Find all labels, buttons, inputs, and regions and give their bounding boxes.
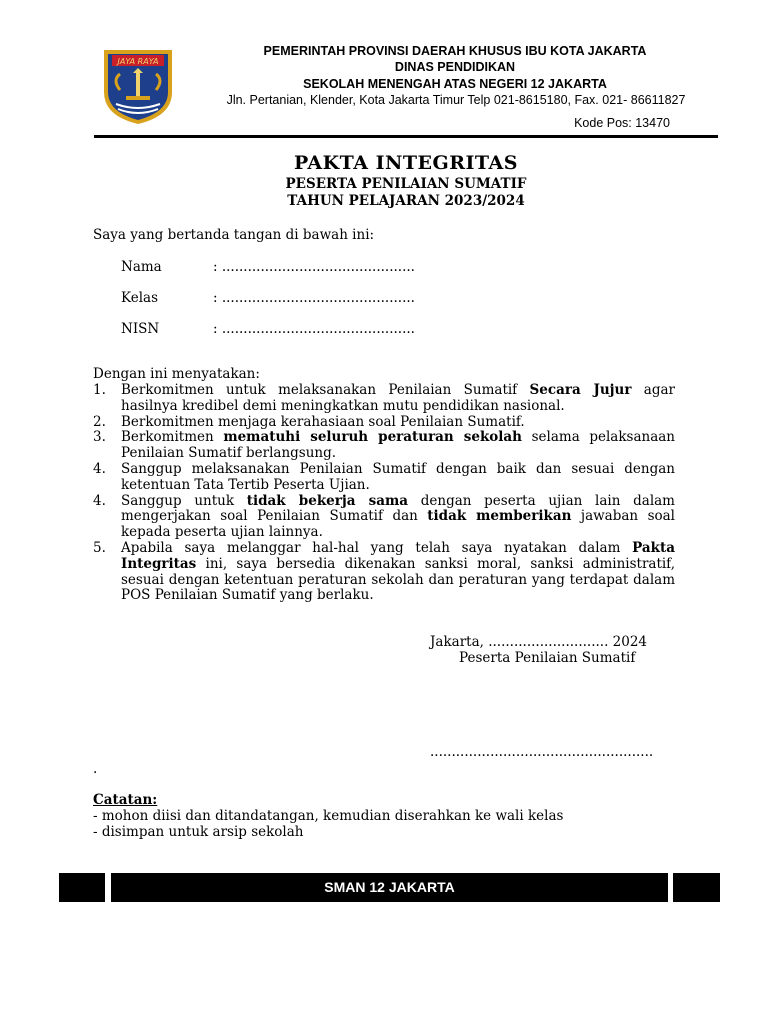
- item-text: Sanggup melaksanakan Penilaian Sumatif dengan baik dan sesuai dengan ketentuan Tata Tertib Peserta Ujian.: [121, 460, 675, 493]
- item-emphasis: Secara Jujur: [529, 382, 632, 398]
- list-item: [93, 430, 675, 462]
- footer-bar-left: [59, 873, 105, 902]
- item-text: Sanggup untuk: [121, 492, 247, 509]
- signature-role: Peserta Penilaian Sumatif: [459, 650, 636, 666]
- list-item: [93, 494, 675, 541]
- declaration-intro: Dengan ini menyatakan:: [93, 366, 260, 382]
- list-item: [93, 383, 675, 415]
- item-emphasis: Pakta Integritas: [121, 539, 675, 572]
- field-label-kelas: Kelas: [121, 290, 159, 306]
- gov-name: PEMERINTAH PROVINSI DAERAH KHUSUS IBU KOTA JAKARTA: [263, 44, 647, 58]
- signature-line[interactable]: ....................................................: [430, 744, 654, 760]
- document-subtitle: PESERTA PENILAIAN SUMATIF: [285, 176, 527, 192]
- school-address: Jln. Pertanian, Klender, Kota Jakarta Timur Telp 021-8615180, Fax. 021- 86611827: [226, 93, 686, 107]
- item-text: ini, saya bersedia dikenakan sanksi moral, sanksi administratif, sesuai dengan ketentuan peraturan sekolah dan peraturan yang terdapat dalam POS Penilaian Sumatif yang berlaku.: [121, 555, 675, 604]
- document-title: PAKTA INTEGRITAS: [294, 152, 518, 174]
- academic-year: TAHUN PELAJARAN 2023/2024: [287, 193, 525, 209]
- logo-text: JAYA RAYA: [117, 57, 159, 66]
- notes-heading: Catatan:: [93, 792, 158, 808]
- note-line: - mohon diisi dan ditandatangan, kemudian diserahkan ke wali kelas: [93, 808, 564, 824]
- footer-bar-right: [673, 873, 720, 902]
- list-item: [93, 541, 675, 604]
- field-value-nama[interactable]: : .............................................: [213, 259, 415, 275]
- note-line: - disimpan untuk arsip sekolah: [93, 824, 304, 840]
- declaration-list: [93, 383, 675, 604]
- item-text: Berkomitmen untuk melaksanakan Penilaian Sumatif: [121, 382, 530, 398]
- intro-text: Saya yang bertanda tangan di bawah ini:: [93, 227, 375, 243]
- stray-dot: .: [93, 761, 98, 777]
- signature-place-date[interactable]: Jakarta, ............................ 2024: [430, 634, 648, 650]
- letterhead-divider: [94, 135, 718, 138]
- field-label-nisn: NISN: [121, 321, 160, 337]
- item-number: 5.: [93, 539, 106, 556]
- item-number: 4.: [93, 460, 106, 477]
- item-text: dengan peserta ujian lain dalam mengerjakan soal Penilaian Sumatif dan: [121, 492, 675, 525]
- item-number: 2.: [93, 413, 106, 430]
- item-number: 1.: [93, 382, 106, 398]
- list-item: [93, 415, 675, 431]
- item-text: Berkomitmen menjaga kerahasiaan soal Penilaian Sumatif.: [121, 413, 525, 430]
- list-item: [93, 462, 675, 494]
- field-value-nisn[interactable]: : .............................................: [213, 321, 415, 337]
- item-emphasis: tidak bekerja sama: [246, 492, 409, 509]
- item-emphasis: mematuhi seluruh peraturan sekolah: [223, 429, 522, 446]
- item-text: jawaban soal kepada peserta ujian lainnya.: [121, 508, 675, 541]
- item-number: 3.: [93, 429, 106, 446]
- field-value-kelas[interactable]: : .............................................: [213, 290, 415, 306]
- item-number: 4.: [93, 492, 106, 509]
- jaya-raya-emblem: [100, 46, 176, 126]
- dept-name: DINAS PENDIDIKAN: [394, 60, 516, 74]
- field-label-nama: Nama: [121, 259, 162, 275]
- item-emphasis: tidak memberikan: [427, 508, 572, 525]
- footer-school-name: SMAN 12 JAKARTA: [111, 873, 668, 902]
- item-text: agar hasilnya kredibel demi meningkatkan mutu pendidikan nasional.: [121, 382, 676, 414]
- item-text: Apabila saya melanggar hal-hal yang telah saya nyatakan dalam: [121, 539, 633, 556]
- item-text: Berkomitmen: [121, 429, 224, 446]
- item-text: selama pelaksanaan Penilaian Sumatif berlangsung.: [121, 429, 675, 462]
- school-name: SEKOLAH MENENGAH ATAS NEGERI 12 JAKARTA: [303, 77, 607, 91]
- postal-code: Kode Pos: 13470: [574, 116, 670, 130]
